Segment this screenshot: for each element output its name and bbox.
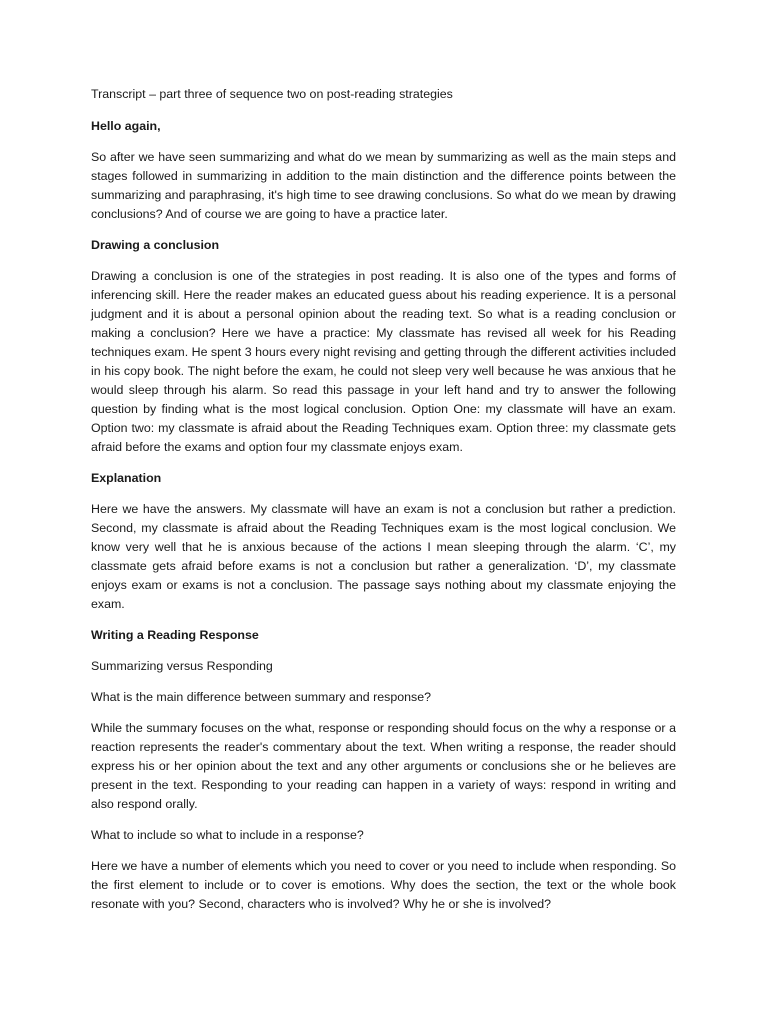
drawing-conclusion-paragraph: Drawing a conclusion is one of the strategies in post reading. It is also one of the types and forms of inferencing skill. Here the reader makes an educated guess about his reading experience. It is a personal judgment and it is about a personal opinion about the reading text. So what is a reading conclusion or making a conclusion? Here we have a practice: My classmate has revised all week for his Reading techniques exam. He spent 3 hours every night revising and getting through the different activities included in his copy book. The night before the exam, he could not sleep very well because he was anxious that he would sleep through his alarm. So read this passage in your left hand and try to answer the following question by finding what is the most logical conclusion. Option One: my classmate will have an exam. Option two: my classmate is afraid about the Reading Techniques exam. Option three: my classmate gets afraid before the exams and option four my classmate enjoys exam. <box>91 269 676 454</box>
document-title: Transcript – part three of sequence two on post-reading strategies <box>91 87 453 101</box>
elements-paragraph: Here we have a number of elements which you need to cover or you need to include when responding. So the first element to include or to cover is emotions. Why does the section, the text or the whole book resonate with you? Second, characters who is involved? Why he or she is involved? <box>91 859 676 911</box>
explanation-paragraph: Here we have the answers. My classmate will have an exam is not a conclusion but rather a prediction. Second, my classmate is afraid about the Reading Techniques exam is the most logical conclusion. We know very well that he is anxious because of the actions I mean sleeping through the alarm. ‘C’, my classmate gets afraid before exams is not a conclusion but rather a generalization. ‘D’, my classmate enjoys exam or exams is not a conclusion. The passage says nothing about my classmate enjoying the exam. <box>91 502 676 611</box>
drawing-conclusion-heading: Drawing a conclusion <box>91 238 220 252</box>
intro-paragraph: So after we have seen summarizing and what do we mean by summarizing as well as the main steps and stages followed in summarizing in addition to the main distinction and the difference points between the summarizing and paraphrasing, it's high time to see drawing conclusions. So what do we mean by drawing conclusions? And of course we are going to have a practice later. <box>91 150 676 221</box>
document-page <box>91 85 676 926</box>
difference-question: What is the main difference between summary and response? <box>91 690 432 704</box>
response-paragraph: While the summary focuses on the what, response or responding should focus on the why a response or a reaction represents the reader's commentary about the text. When writing a response, the reader should express his or her opinion about the text and any other arguments or conclusions she or he believes are present in the text. Responding to your reading can happen in a variety of ways: respond in writing and also respond orally. <box>91 721 676 811</box>
greeting-heading: Hello again, <box>91 119 161 133</box>
explanation-heading: Explanation <box>91 471 162 485</box>
reading-response-heading: Writing a Reading Response <box>91 628 259 642</box>
summarizing-vs-responding-subheading: Summarizing versus Responding <box>91 659 273 673</box>
what-to-include-question: What to include so what to include in a response? <box>91 828 364 842</box>
